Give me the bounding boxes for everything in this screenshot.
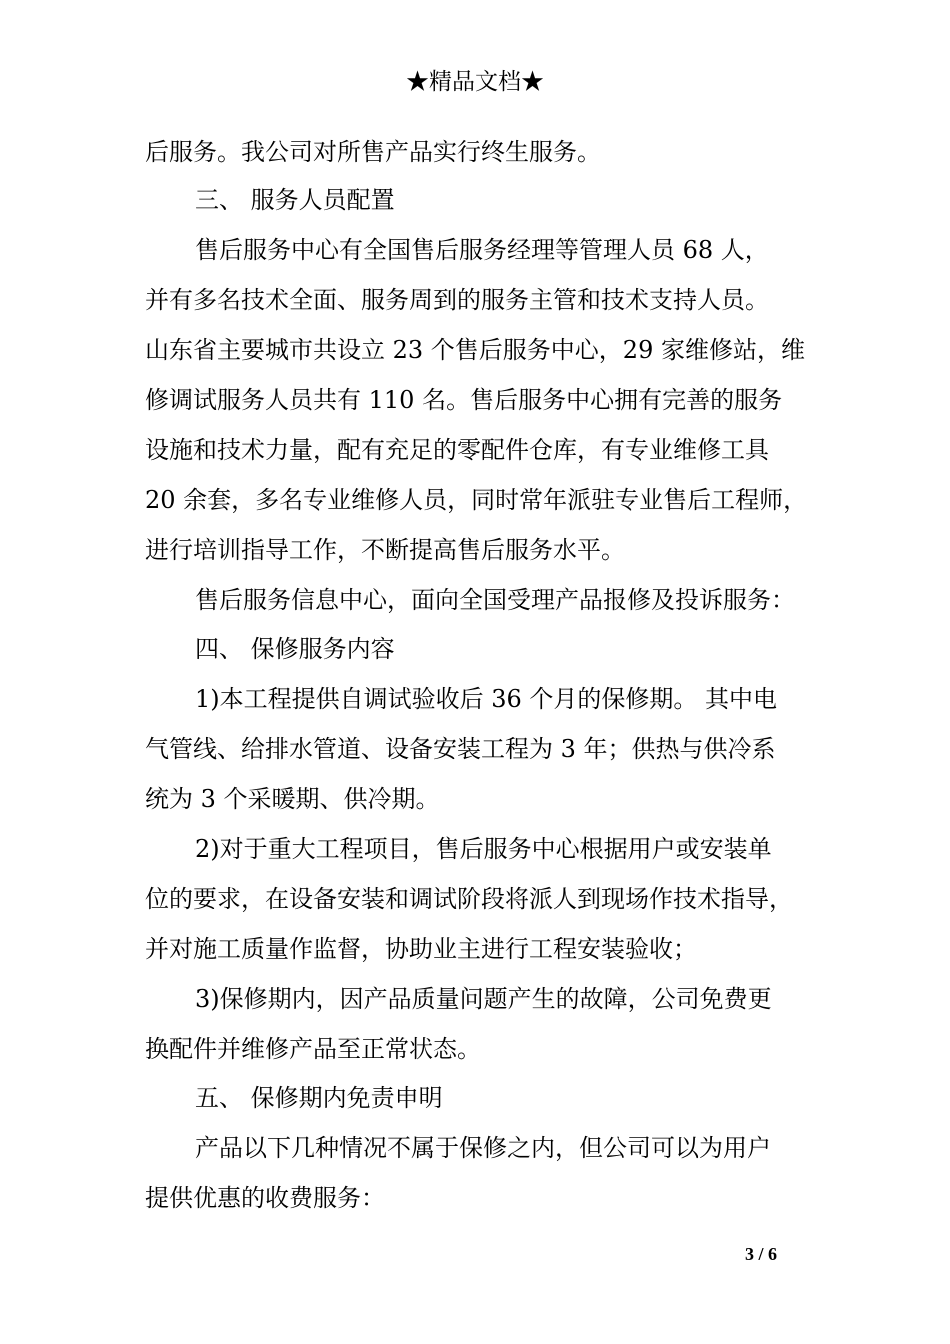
paragraph-line: 修调试服务人员共有 110 名。售后服务中心拥有完善的服务 [145, 386, 783, 414]
paragraph-line: 3)保修期内，因产品质量问题产生的故障，公司免费更 [195, 985, 772, 1013]
page-number: 3 / 6 [745, 1244, 778, 1264]
paragraph-line: 并有多名技术全面、服务周到的服务主管和技术支持人员。 [145, 286, 769, 314]
paragraph-line: 2)对于重大工程项目，售后服务中心根据用户或安装单 [195, 835, 772, 863]
paragraph-line: 售后服务中心有全国售后服务经理等管理人员 68 人， [195, 236, 769, 264]
document-header-title: ★精品文档★ [406, 69, 544, 95]
paragraph-line: 统为 3 个采暖期、供冷期。 [145, 785, 440, 813]
paragraph-line: 位的要求，在设备安装和调试阶段将派人到现场作技术指导， [145, 885, 793, 913]
section-heading: 四、 保修服务内容 [195, 635, 395, 663]
paragraph-line: 1)本工程提供自调试验收后 36 个月的保修期。 其中电 [195, 685, 778, 713]
paragraph-line: 产品以下几种情况不属于保修之内，但公司可以为用户 [195, 1134, 771, 1162]
paragraph-line: 换配件并维修产品至正常状态。 [145, 1035, 481, 1063]
paragraph-line: 20 余套，多名专业维修人员，同时常年派驻专业售后工程师， [145, 486, 808, 514]
section-heading: 五、 保修期内免责申明 [195, 1084, 443, 1112]
paragraph-line: 山东省主要城市共设立 23 个售后服务中心，29 家维修站，维 [145, 336, 805, 364]
section-heading: 三、 服务人员配置 [195, 186, 395, 214]
paragraph-line: 设施和技术力量，配有充足的零配件仓库，有专业维修工具 [145, 436, 769, 464]
paragraph-line: 进行培训指导工作，不断提高售后服务水平。 [145, 536, 625, 564]
paragraph-line: 售后服务信息中心，面向全国受理产品报修及投诉服务： [195, 586, 795, 614]
paragraph-line: 提供优惠的收费服务： [145, 1184, 385, 1212]
paragraph-line: 后服务。我公司对所售产品实行终生服务。 [145, 138, 601, 166]
paragraph-line: 气管线、给排水管道、设备安装工程为 3 年；供热与供冷系 [145, 735, 776, 763]
paragraph-line: 并对施工质量作监督，协助业主进行工程安装验收； [145, 935, 697, 963]
